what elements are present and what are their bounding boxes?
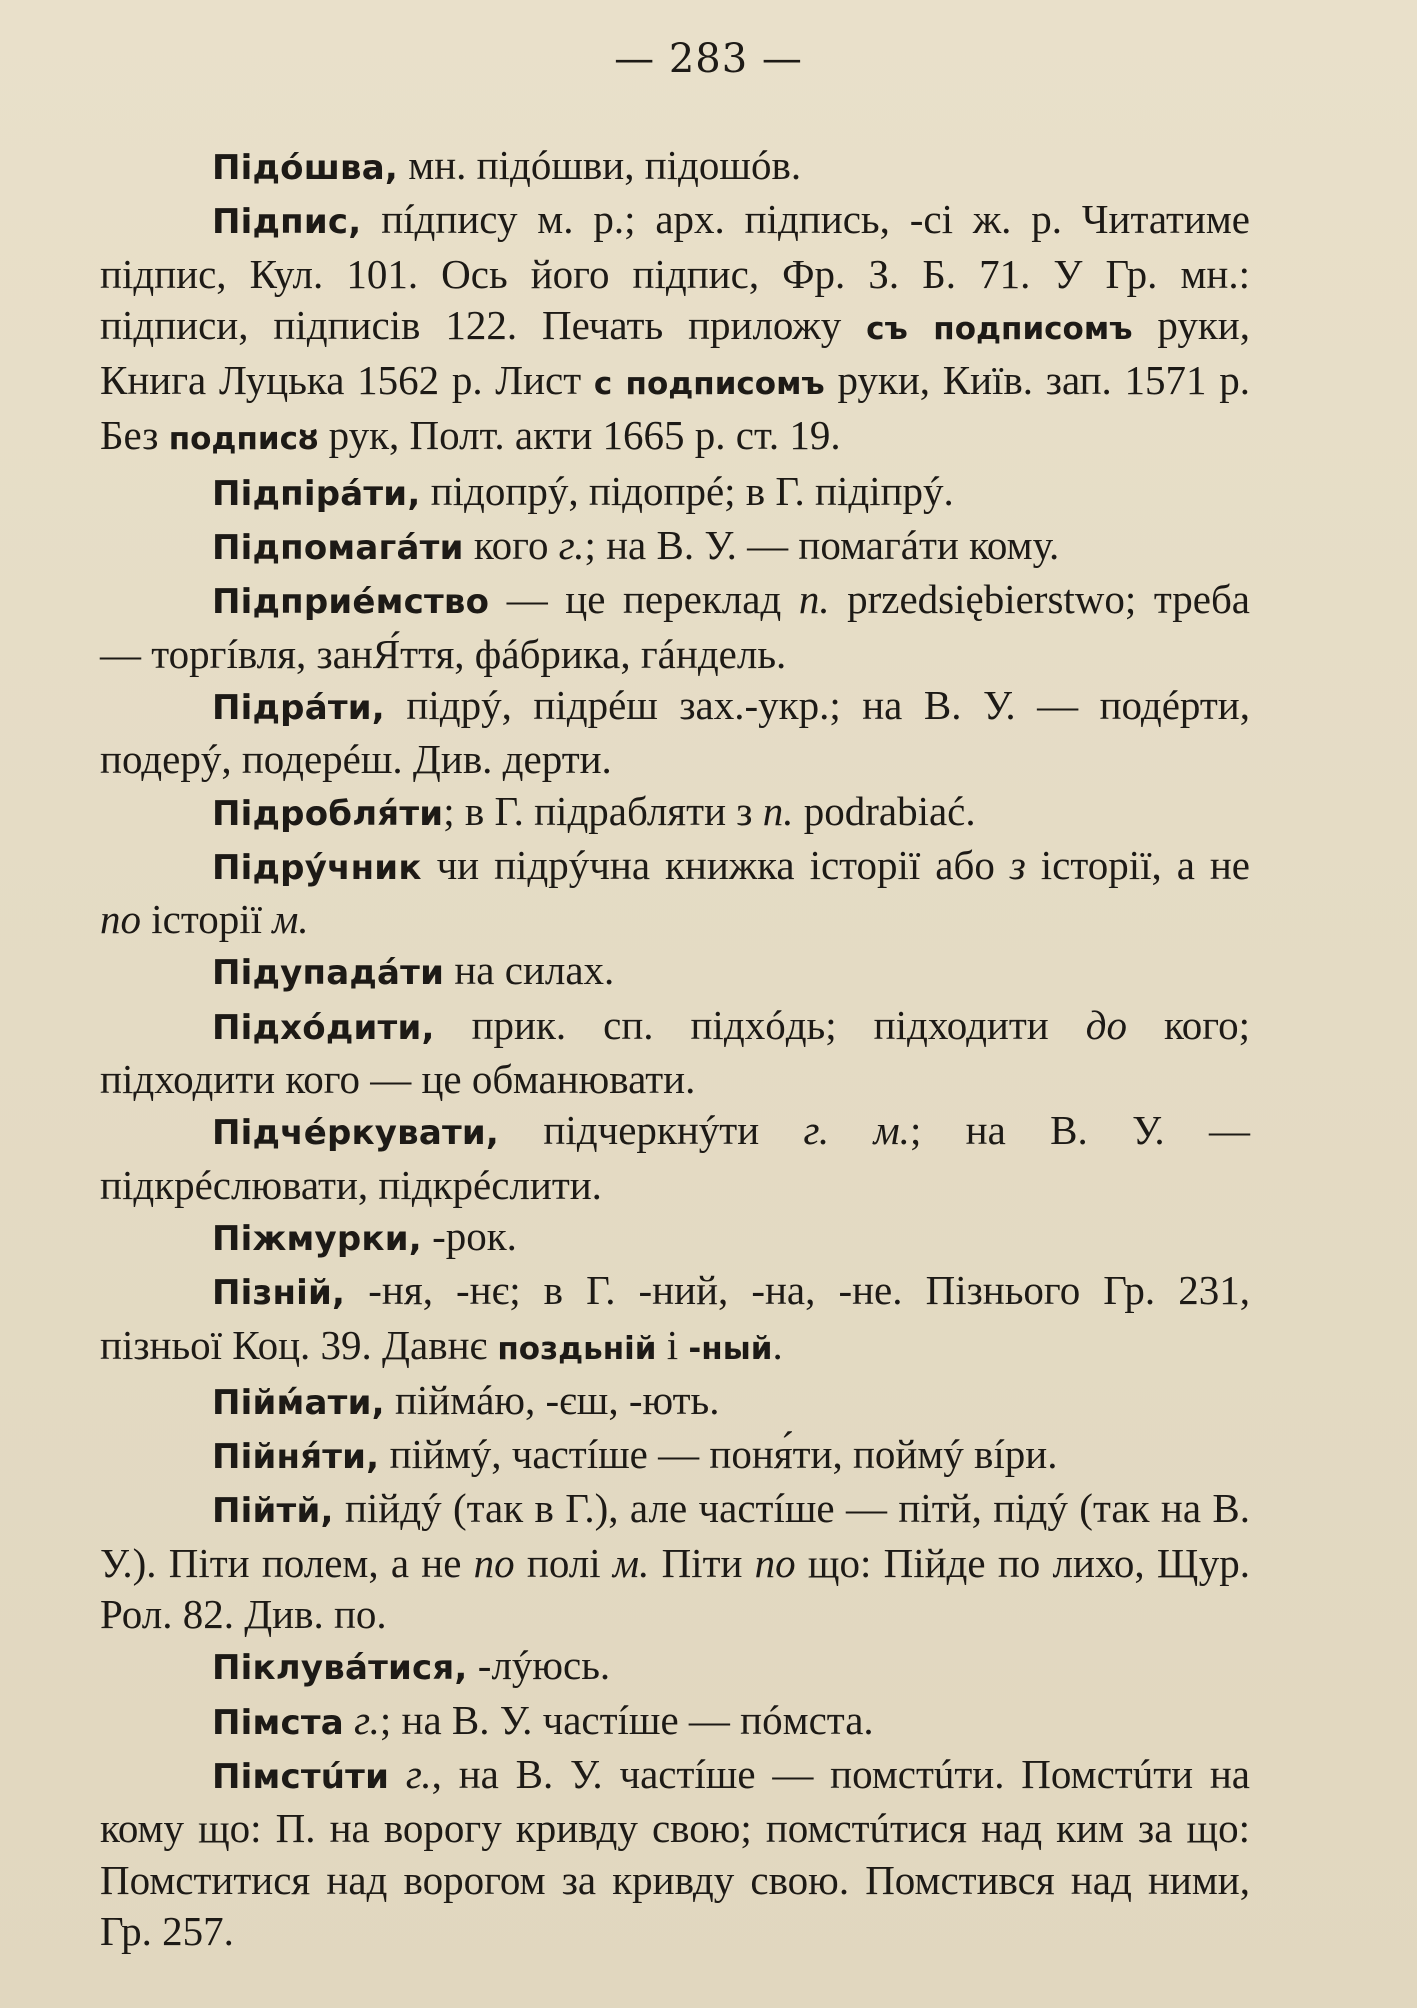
entry-text: що: Пійде по лихо, Щур. Рол. 82. Див. по.	[100, 1539, 1250, 1638]
entry-text: підопрý, підопрé; в Г. підіпрý.	[420, 467, 954, 514]
italic-abbrev: м.	[612, 1539, 650, 1586]
entry-piity	[100, 1483, 1250, 1640]
entry-pidpryiemstvo	[100, 574, 1250, 680]
italic-abbrev: м.	[272, 896, 309, 943]
headword: Пійтй,	[212, 1491, 334, 1532]
headword: Підчéркувати,	[212, 1113, 500, 1154]
headword: Пійня́ти,	[212, 1437, 380, 1478]
entry-text: руки, Книга Луцька 1562 р. Лист	[100, 301, 1250, 404]
entry-text: -ня, -нє; в Г. -ний, -на, -не. Пізнього Гр. 231, пізньої Коц. 39. Давнє	[100, 1267, 1250, 1368]
entry-text: історії, а не	[1025, 841, 1250, 888]
italic-word: до	[1085, 1001, 1127, 1048]
entry-text: історії	[141, 896, 273, 943]
entry-pidkhodyty	[100, 1000, 1250, 1106]
headword: Піклувáтися,	[212, 1648, 468, 1689]
entry-piimaty	[100, 1375, 1250, 1429]
old-script-text: -ный	[688, 1330, 773, 1367]
headword: Пійм́ати,	[212, 1382, 385, 1423]
headword: Підрýчник	[212, 847, 422, 888]
page-number: — 283 —	[614, 36, 803, 82]
entry-text: пійдý (так в Г.), але частíше — пітй, підý (так на В. У.). Піти полем, а не	[100, 1485, 1250, 1586]
entry-pidoshva	[100, 140, 1250, 194]
headword: Підприéмство	[212, 582, 490, 623]
entry-text: кого	[463, 522, 559, 569]
entry-text: на силах.	[444, 947, 615, 994]
dictionary-entries	[100, 140, 1250, 1957]
entry-text: podrabiać.	[793, 787, 976, 834]
headword: Пімстúти	[212, 1756, 390, 1797]
headword: Пімста	[212, 1702, 344, 1743]
headword: Пізній,	[212, 1273, 346, 1314]
entry-pikluvatysia	[100, 1640, 1250, 1694]
entry-text: підрý, підрéш зах.-укр.; на В. У. — подéрти, подерý, подерéш. Див. дерти.	[100, 681, 1250, 783]
entry-pidcherkuvaty	[100, 1105, 1250, 1211]
entry-text: пíдпису м. р.; арх. підпись, -сі ж. р. Читатиме підпис, Кул. 101. Ось його підпис, Фр. З. Б. 71. У Гр. мн.: підписи, підписів 122. Печать приложу	[100, 196, 1250, 348]
headword: Підпомагáти	[212, 528, 464, 569]
entry-pimstyty	[100, 1749, 1250, 1957]
entry-pidupadaty	[100, 945, 1250, 999]
entry-text: мн. підóшви, підошóв.	[398, 142, 802, 188]
entry-text: , на В. У. частíше — помстúти. Помстúти на кому що: П. на ворогу кривду свою; помстúтися над ким за що: Помститися над ворогом за кривду свою. Помстився над ними, Гр. 257.	[100, 1750, 1251, 1954]
entry-text: кого; підходити кого — це обманювати.	[100, 1001, 1250, 1103]
italic-word: по	[100, 896, 141, 943]
entry-text: ; на В. У. частíше — пóмста.	[379, 1696, 874, 1743]
italic-abbrev: п.	[762, 787, 794, 834]
old-script-text: съ подписомъ	[866, 310, 1133, 347]
entry-pidpomahaty	[100, 520, 1250, 574]
italic-abbrev: г. м.	[803, 1107, 910, 1154]
entry-pidruchnyk	[100, 840, 1250, 946]
entry-text: і	[656, 1321, 689, 1368]
entry-pizhmurky	[100, 1211, 1250, 1265]
entry-text: руки, Київ. зап. 1571 р. Без	[100, 357, 1250, 459]
entry-text: піймý, частíше — поня́ти, поймý вíри.	[379, 1431, 1058, 1478]
entry-piznii	[100, 1265, 1250, 1375]
headword: Піжмурки,	[212, 1218, 422, 1259]
entry-pidrobliaty	[100, 786, 1250, 840]
entry-text: прик. сп. підхóдь; підходити	[434, 1001, 1086, 1048]
entry-text: .	[772, 1321, 783, 1368]
old-script-text: с подписомъ	[593, 366, 825, 403]
entry-text: Піти	[649, 1539, 755, 1586]
italic-word: по	[473, 1539, 515, 1586]
entry-pidraty	[100, 680, 1250, 786]
entry-pidpys	[100, 194, 1250, 465]
headword: Підробля́ти	[212, 793, 444, 834]
entry-text: -рок.	[421, 1212, 517, 1259]
entry-text	[344, 1697, 354, 1743]
entry-text: піймáю, -єш, -ють.	[384, 1376, 720, 1423]
entry-text: -лýюсь.	[467, 1642, 611, 1689]
entry-pidpiraty	[100, 466, 1250, 520]
headword: Підпірáти,	[212, 473, 421, 514]
headword: Підрáти,	[212, 687, 385, 728]
italic-abbrev: г.	[405, 1750, 432, 1797]
entry-text: підчеркнýти	[499, 1107, 804, 1154]
old-script-text: подписȣ	[168, 421, 319, 458]
italic-word: по	[754, 1539, 796, 1586]
entry-text: ; на В. У. — підкрéслювати, підкрéслити.	[100, 1107, 1251, 1208]
entry-text: ; на В. У. — помагáти кому.	[584, 522, 1060, 569]
entry-text: przedsiębierstwo; треба — торгíвля, занЯ́ття, фáбрика, гáндель.	[100, 576, 1251, 677]
headword: Підóшва,	[212, 148, 399, 188]
entry-piiniaty	[100, 1429, 1250, 1483]
headword: Підхóдити,	[212, 1007, 435, 1048]
entry-text	[389, 1751, 406, 1797]
entry-text: полі	[514, 1539, 613, 1586]
entry-text: ; в Г. підрабляти з	[443, 787, 763, 834]
entry-text: чи підрýчна книжка історії або	[421, 841, 1010, 888]
old-script-text: поздьній	[497, 1330, 657, 1367]
italic-abbrev: г.	[558, 522, 585, 569]
italic-abbrev: г.	[354, 1696, 380, 1743]
entry-text: — це переклад	[489, 576, 799, 623]
entry-pimsta	[100, 1695, 1250, 1749]
headword: Підпис,	[212, 202, 362, 243]
italic-abbrev: п.	[798, 576, 830, 623]
italic-word: з	[1009, 841, 1026, 888]
entry-text: рук, Полт. акти 1665 р. ст. 19.	[318, 412, 841, 459]
headword: Підупадáти	[212, 953, 445, 994]
